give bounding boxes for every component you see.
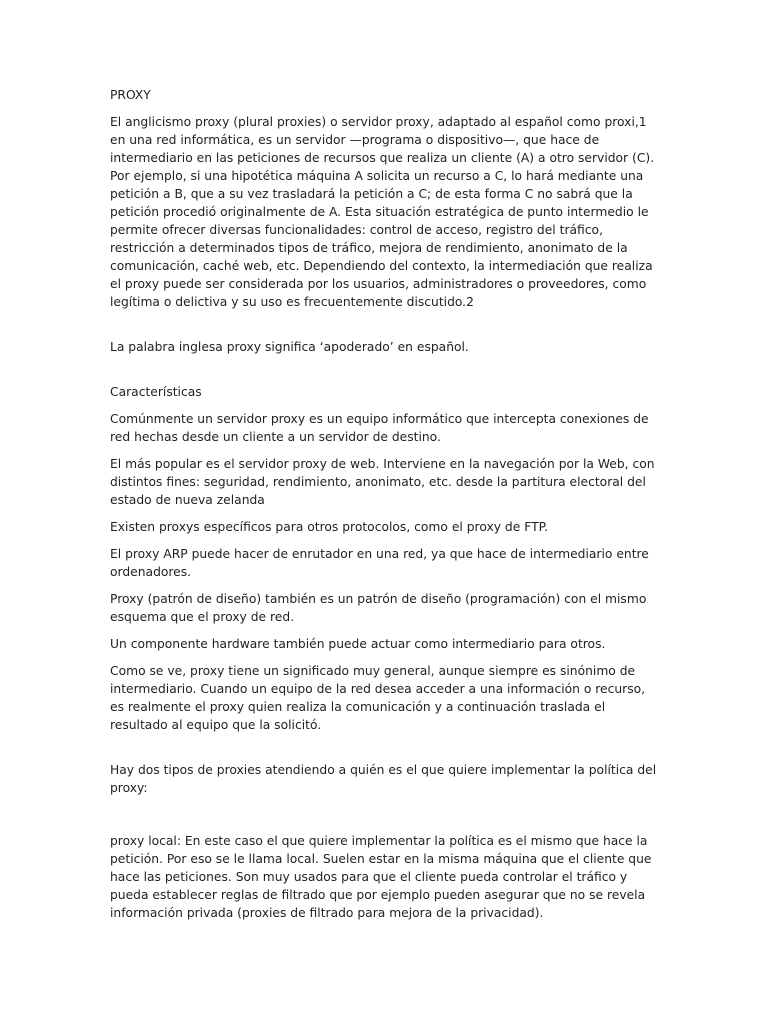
- etymology-paragraph: La palabra inglesa proxy significa ‘apoderado’ en español.: [110, 340, 469, 354]
- characteristics-heading: Características: [110, 385, 202, 399]
- characteristic-paragraph: El más popular es el servidor proxy de web. Interviene en la navegación por la Web, con distintos fines: seguridad, rendimiento, anonimato, etc. desde la partitura electoral del estado de nueva zelanda: [110, 457, 655, 507]
- characteristic-paragraph: Como se ve, proxy tiene un significado muy general, aunque siempre es sinónimo de intermediario. Cuando un equipo de la red desea acceder a una información o recurso, es realmente el proxy quien realiza la comunicación y a continuación traslada el resultado al equipo que la solicitó.: [110, 664, 646, 732]
- spacer: [110, 365, 658, 383]
- document-title: PROXY: [110, 88, 151, 102]
- document-body: [110, 86, 658, 931]
- characteristic-paragraph: Existen proxys específicos para otros protocolos, como el proxy de FTP.: [110, 520, 548, 534]
- intro-paragraph: El anglicismo proxy (plural proxies) o servidor proxy, adaptado al español como proxi,1 en una red informática, es un servidor —programa o dispositivo—, que hace de intermediario en las peticiones de recursos que realiza un cliente (A) a otro servidor (C). Por ejemplo, si una hipotética máquina A solicita un recurso a C, lo hará mediante una petición a B, que a su vez trasladará la petición a C; de esta forma C no sabrá que la petición procedió originalmente de A. Esta situación estratégica de punto intermedio le permite ofrecer diversas funcionalidades: control de acceso, registro del tráfico, restricción a determinados tipos de tráfico, mejora de rendimiento, anonimato de la comunicación, caché web, etc. Dependiendo del contexto, la intermediación que realiza el proxy puede ser considerada por los usuarios, administradores o proveedores, como legítima o delictiva y su uso es frecuentemente discutido.2: [110, 115, 655, 309]
- characteristic-paragraph: Un componente hardware también puede actuar como intermediario para otros.: [110, 637, 606, 651]
- local-proxy-paragraph: proxy local: En este caso el que quiere implementar la política es el mismo que hace la petición. Por eso se le llama local. Suelen estar en la misma máquina que el cliente que hace las peticiones. Son muy usados para que el cliente pueda controlar el tráfico y pueda establecer reglas de filtrado que por ejemplo pueden asegurar que no se revela información privada (proxies de filtrado para mejora de la privacidad).: [110, 834, 652, 920]
- spacer: [110, 320, 658, 338]
- spacer: [110, 743, 658, 761]
- spacer: [110, 806, 658, 832]
- characteristic-paragraph: El proxy ARP puede hacer de enrutador en una red, ya que hace de intermediario entre ordenadores.: [110, 547, 649, 579]
- characteristic-paragraph: Comúnmente un servidor proxy es un equipo informático que intercepta conexiones de red hechas desde un cliente a un servidor de destino.: [110, 412, 649, 444]
- characteristic-paragraph: Proxy (patrón de diseño) también es un patrón de diseño (programación) con el mismo esquema que el proxy de red.: [110, 592, 647, 624]
- types-intro-paragraph: Hay dos tipos de proxies atendiendo a quién es el que quiere implementar la política del proxy:: [110, 763, 657, 795]
